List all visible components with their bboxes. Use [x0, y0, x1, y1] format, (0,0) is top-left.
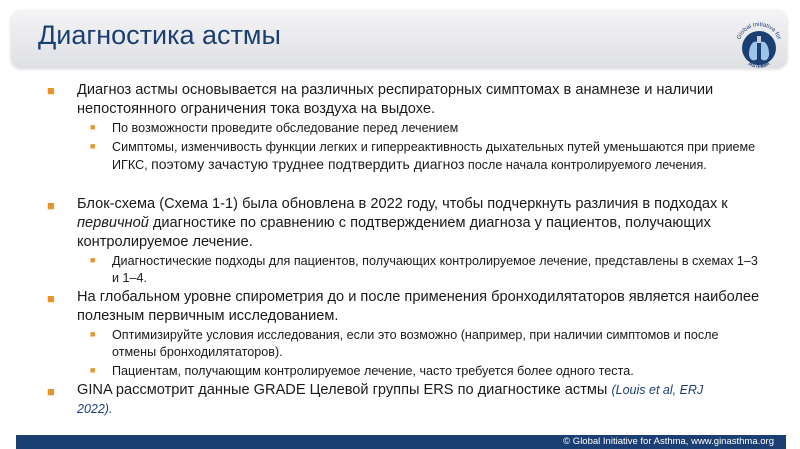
bullet-3-text: На глобальном уровне спирометрия до и после применения бронходилятаторов является наиболее полезным первичным исследованием. [77, 289, 760, 324]
bullet-1-sub-2-part-1: Симптомы, изменчивость функции легких и гиперреактивность дыхательных путей уменьшаются при приеме ИГКС, [112, 140, 756, 172]
subbullet-marker: ■ [90, 141, 96, 151]
logo-top-text: Global Initiative for [736, 21, 782, 41]
bullet-1-sub-2 [112, 139, 762, 174]
slide-title: Диагностика астмы [38, 20, 281, 50]
bullet-2-part-1: Блок-схема (Схема 1-1) была обновлена в 2022 году, чтобы подчеркнуть различия в подходах к [77, 196, 728, 212]
gina-logo-icon [729, 10, 789, 80]
bullet-3-sub-2: Пациентам, получающим контролируемое лечение, часто требуется более одного теста. [112, 364, 634, 378]
bullet-4-main: GINA рассмотрит данные GRADE Целевой группы ERS по диагностике астмы [77, 382, 612, 398]
copyright-text: © Global Initiative for Asthma, www.ginasthma.org [563, 436, 774, 447]
bullet-1-sub-2-emphasis: поэтому зачастую труднее подтвердить диагноз [151, 156, 465, 172]
bullet-1-sub-1: По возможности проведите обследование перед лечением [112, 121, 459, 135]
bullet-2-italic: первичной [77, 215, 149, 231]
bullet-2-text [77, 195, 767, 252]
bullet-1-text: Диагноз астмы основывается на различных респираторных симптомах в анамнезе и наличии непостоянного ограничения тока воздуха на выдохе. [77, 82, 714, 117]
footer-bar [16, 435, 786, 449]
logo-bottom-text: ASTHMA [746, 60, 772, 71]
bullet-4-text [77, 381, 737, 419]
bullet-2-part-3: диагностике по сравнению с подтверждением диагноза у пациентов, получающих контролируемое лечение. [77, 215, 711, 250]
bullet-4-citation: (Louis et al, ERJ 2022). [77, 383, 704, 416]
subbullet-marker: ■ [90, 365, 96, 375]
bullet-1-sub-2-part-3: после начала контролируемого лечения. [464, 158, 707, 172]
subbullet-marker: ■ [90, 122, 96, 132]
bullet-marker: ■ [47, 198, 55, 213]
subbullet-marker: ■ [90, 255, 96, 265]
bullet-marker: ■ [47, 83, 55, 98]
subbullet-marker: ■ [90, 329, 96, 339]
bullet-2-sub-1: Диагностические подходы для пациентов, получающих контролируемое лечение, представлены в схемах 1–3 и 1–4. [112, 254, 758, 285]
title-bar [11, 10, 787, 71]
bullet-marker: ■ [47, 384, 55, 399]
bullet-marker: ■ [47, 291, 55, 306]
bullet-3-sub-1: Оптимизируйте условия исследования, если это возможно (например, при наличии симптомов и после отмены бронходилятаторов). [112, 328, 719, 359]
